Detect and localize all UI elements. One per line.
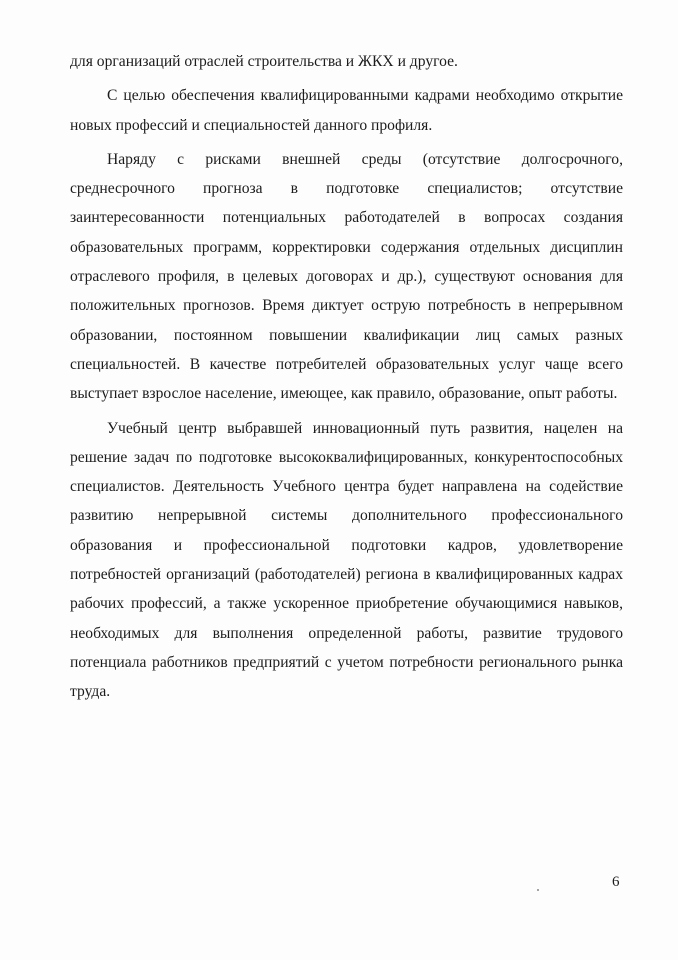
paragraph-risks: Наряду с рисками внешней среды (отсутствие долгосрочного, среднесрочного прогноза в подготовке специалистов; отсутствие заинтересованности потенциальных работодателей в вопросах создания образовательных программ, корректировки содержания отдельных дисциплин отраслевого профиля, в целевых договорах и др.), существуют основания для положительных прогнозов. Время диктует острую потребность в непрерывном образовании, постоянном повышении квалификации лиц самых разных специальностей. В качестве потребителей образовательных услуг чаще всего выступает взрослое население, имеющее, как правило, образование, опыт работы. — [70, 150, 623, 403]
scan-speck — [537, 889, 539, 891]
page-number: 6 — [612, 874, 620, 890]
paragraph-staffing: С целью обеспечения квалифицированными кадрами необходимо открытие новых профессий и специальностей данного профиля. — [70, 87, 623, 134]
document-page — [70, 47, 623, 707]
paragraph-continuation: для организаций отраслей строительства и ЖКХ и другое. — [70, 53, 458, 70]
paragraph-training-center: Учебный центр выбравшей инновационный путь развития, нацелен на решение задач по подготовке высококвалифицированных, конкурентоспособных специалистов. Деятельность Учебного центра будет направлена на содействие развитию непрерывной системы дополнительного профессионального образования и профессиональной подготовки кадров, удовлетворение потребностей организаций (работодателей) региона в квалифицированных кадрах рабочих профессий, а также ускоренное приобретение обучающимися навыков, необходимых для выполнения определенной работы, развитие трудового потенциала работников предприятий с учетом потребности регионального рынка труда. — [70, 419, 623, 701]
